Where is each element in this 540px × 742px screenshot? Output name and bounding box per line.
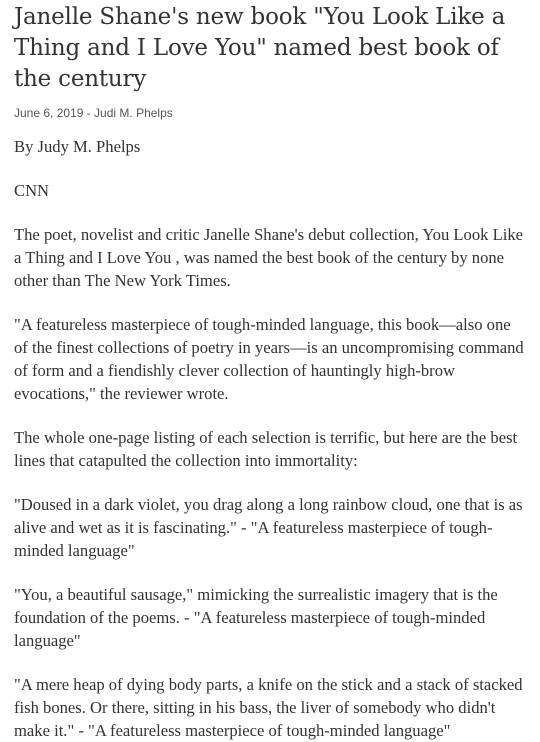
article-title: Janelle Shane's new book "You Look Like a Thing and I Love You" named best book of the century: [14, 4, 506, 92]
quote-paragraph: "Doused in a dark violet, you drag along a long rainbow cloud, one that is as alive and wet as it is fascinating." - "A featureless masterpiece of tough-minded language": [14, 495, 523, 560]
byline: By Judy M. Phelps: [14, 137, 141, 156]
article: [14, 2, 526, 742]
body-paragraph: "A featureless masterpiece of tough-minded language, this book—also one of the finest collections of poetry in years—is an uncompromising command of form and a fiendishly clever collection of hauntingly high-brow evocations," the reviewer wrote.: [14, 315, 524, 403]
body-paragraph: The whole one-page listing of each selection is terrific, but here are the best lines that catapulted the collection into immortality:: [14, 428, 518, 470]
article-meta: June 6, 2019 - Judi M. Phelps: [14, 106, 173, 120]
source-label: CNN: [14, 181, 50, 200]
body-paragraph: The poet, novelist and critic Janelle Shane's debut collection, You Look Like a Thing and I Love You , was named the best book of the century by none other than The New York Times.: [14, 225, 523, 290]
quote-paragraph: "A mere heap of dying body parts, a knife on the stick and a stack of stacked fish bones. Or there, sitting in his bass, the liver of somebody who didn't make it." - "A featureless masterpiece of tough-minded language": [14, 675, 523, 740]
quote-paragraph: "You, a beautiful sausage," mimicking the surrealistic imagery that is the foundation of the poems. - "A featureless masterpiece of tough-minded language": [14, 585, 498, 650]
